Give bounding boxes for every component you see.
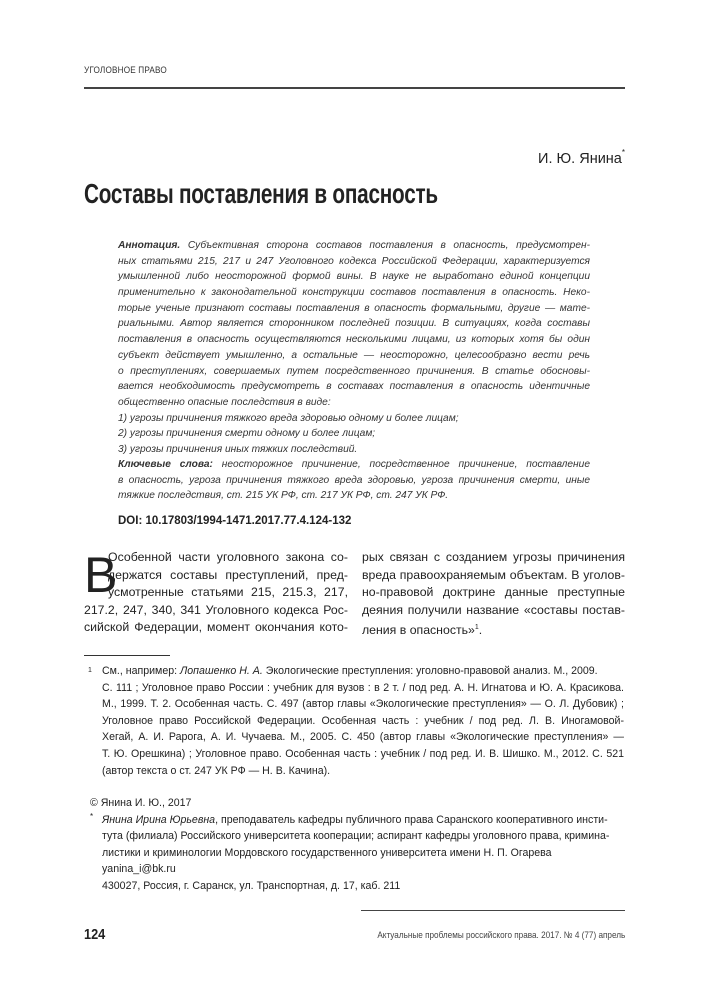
abstract-line: ных статьями 215, 217 и 247 Уголовного кодекса Российской Федерации, характеризуется	[118, 255, 590, 267]
author-info-line: * Янина Ирина Юрьевна, преподаватель кафедры публичного права Саранского кооперативного инсти-	[84, 812, 625, 829]
footnote-body	[102, 663, 624, 779]
body-line: вреда правоохраняемым объектам. В уголов-	[362, 567, 625, 582]
author-email[interactable]: yanina_i@bk.ru	[102, 863, 176, 876]
author-name: И. Ю. Янина	[538, 151, 622, 167]
abstract-label: Аннотация.	[118, 240, 181, 251]
footnote-number: 1	[88, 667, 92, 674]
header-rule	[84, 87, 625, 89]
copyright-line: © Янина И. Ю., 2017	[90, 797, 192, 809]
keywords	[118, 457, 590, 504]
author-address: 430027, Россия, г. Саранск, ул. Транспортная, д. 17, каб. 211	[102, 879, 401, 892]
abstract-line: общественно опасные последствия в виде:	[118, 396, 331, 408]
page-number: 124	[84, 926, 106, 943]
abstract-line: о преступлениях, совершаемых путем посредственного причинения. В статье обосновы-	[118, 365, 590, 377]
author-info	[84, 795, 625, 895]
abstract-line: применительно к законодательной конструкции составов поставления в опасность. Неко-	[118, 287, 590, 299]
keywords-line: тяжкие последствия, ст. 215 УК РФ, ст. 217 УК РФ, ст. 247 УК РФ.	[118, 490, 449, 502]
abstract-list-item: 2) угрозы причинения смерти одному и более лицам;	[118, 428, 376, 440]
author-footnote-mark: *	[621, 148, 625, 157]
footnote-line: Хегай, А. И. Рарога, А. И. Чучаева. М., 2005. С. 450 (автор главы «Экологические преступления» —	[102, 731, 624, 744]
abstract-line: Аннотация. Субъективная сторона составов поставления в опасность, предусмотрен-	[118, 240, 590, 251]
keywords-label: Ключевые слова:	[118, 459, 213, 470]
author-info-line: тута (филиала) Российского университета кооперации; аспирант кафедры уголовного права, кримина-	[102, 830, 610, 843]
body-line: 217.2, 247, 340, 341 Уголовного кодекса Рос-	[84, 602, 348, 617]
keywords-line: Ключевые слова: неосторожное причинение, посредственное причинение, поставление	[118, 459, 590, 470]
abstract-line: торые ученые признают составы поставления в опасность формальными, другие — мате-	[118, 302, 590, 314]
keywords-line: в опасность, угроза причинения тяжкого вреда здоровью, угроза причинения смерти, иные	[118, 474, 590, 486]
body-line: деяния получили название «составы постав-	[362, 602, 625, 617]
running-header-section: УГОЛОВНОЕ ПРАВО	[84, 65, 167, 76]
body-line: ления в опасность»$^1$.	[362, 623, 483, 638]
footnote-line: Уголовное право Российской Федерации. Особенная часть : учебник / под ред. Л. В. Иногамовой-	[102, 714, 624, 727]
body-line: усмотренные статьями 215, 215.3, 217,	[108, 585, 348, 600]
author-info-line: листики и криминологии Мордовского государственного университета имени Н. П. Огарева	[102, 846, 552, 859]
body-column-1	[84, 549, 348, 637]
abstract	[118, 238, 590, 458]
body-line: но-правовой доктрине данные преступные	[362, 585, 625, 600]
author-full-name: Янина Ирина Юрьевна	[102, 813, 216, 826]
abstract-line: субъект действует умышленно, а остальные — неосторожно, целесообразно вести речь	[118, 349, 590, 361]
footnote-line: М., 1999. Т. 2. Особенная часть. С. 497 (автор главы «Экологические преступления» — О. Л. Дубовик) ;	[102, 698, 624, 711]
footnote-ref[interactable]: 1	[474, 624, 479, 632]
author-line	[538, 148, 625, 167]
footnote-line: (автор текста о ст. 247 УК РФ — Н. В. Качина).	[102, 764, 331, 777]
body-line: рых связан с созданием угрозы причинения	[362, 550, 625, 564]
body-line: сийской Федерации, момент окончания кото-	[84, 620, 348, 635]
footer-rule	[361, 910, 625, 911]
footnote-line: См., например: Лопашенко Н. А. Экологические преступления: уголовно-правовой анализ. М., 2009.	[102, 665, 598, 677]
abstract-line: вается необходимость предусмотреть в составах поставления в опасность идентичные	[118, 381, 590, 393]
abstract-line: умышленной либо неосторожной формой вины. В науке не выработано единой концепции	[118, 271, 590, 283]
doi: DOI: 10.17803/1994-1471.2017.77.4.124-132	[118, 515, 352, 527]
footnote-line: Т. Ю. Орешкина) ; Уголовное право. Особенная часть : учебник / под ред. И. В. Шишко. М., 2012. С. 521	[102, 747, 624, 760]
abstract-line: риальными. Автор является сторонником последней позиции. В ситуациях, когда составы	[118, 318, 590, 330]
body-line: держатся составы преступлений, пред-	[108, 567, 348, 582]
body-line: Особенной части уголовного закона со-	[108, 550, 348, 564]
author-info-mark: *	[90, 811, 94, 821]
abstract-list-item: 1) угрозы причинения тяжкого вреда здоровью одному и более лицам;	[118, 412, 459, 424]
abstract-list-item: 3) угрозы причинения иных тяжких последствий.	[118, 443, 358, 455]
journal-citation: Актуальные проблемы российского права. 2017. № 4 (77) апрель	[377, 930, 625, 941]
dropcap-letter: В	[84, 547, 118, 603]
abstract-line: поставления в опасность осуществляются несколькими лицами, из которых хотя бы один	[118, 334, 590, 346]
footnote-rule	[84, 655, 170, 656]
footnote-line: С. 111 ; Уголовное право России : учебник для вузов : в 2 т. / под ред. А. Н. Игнатова и Ю. А. Красикова.	[102, 681, 624, 694]
body-column-2	[362, 549, 625, 637]
article-title: Составы поставления в опасность	[84, 178, 438, 209]
footnote-author: Лопашенко Н. А.	[180, 665, 263, 677]
